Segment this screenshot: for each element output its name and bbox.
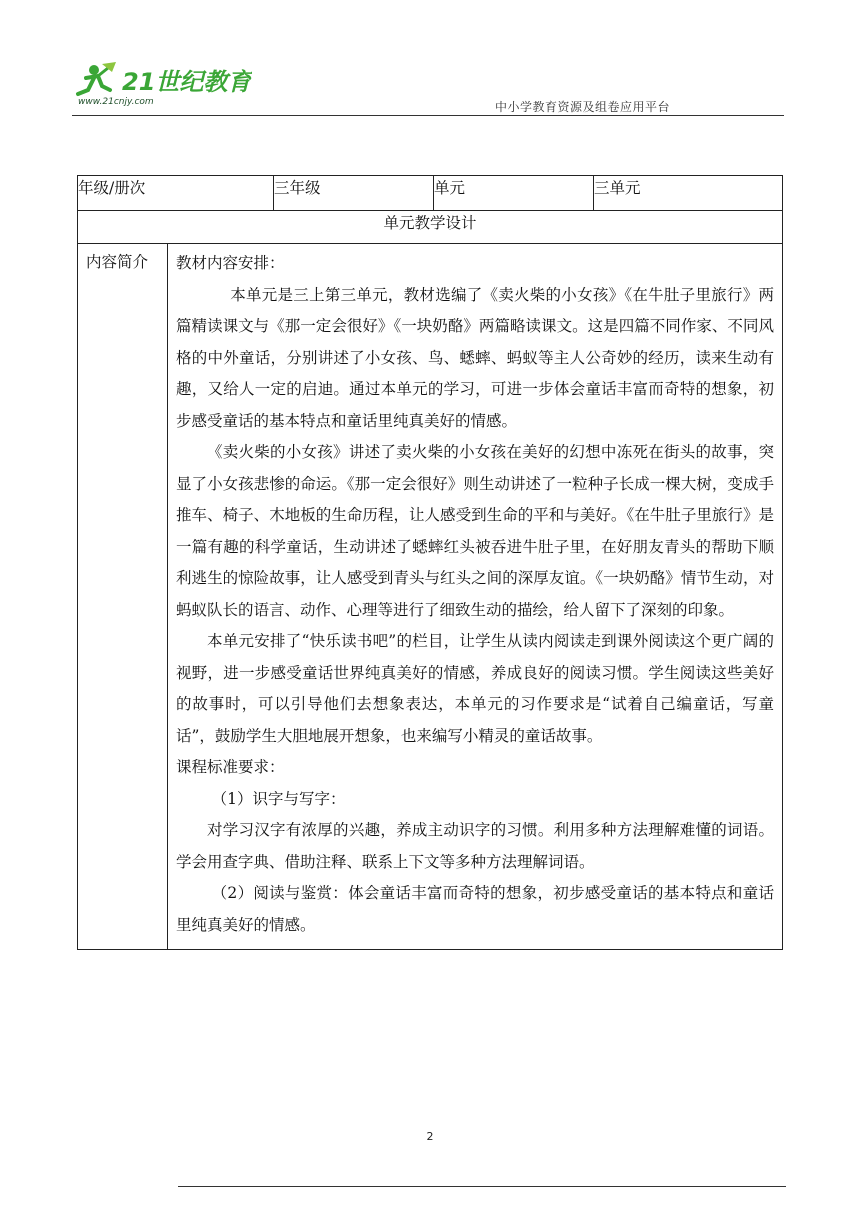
table-row — [78, 176, 783, 211]
unit-label: 单元 — [434, 176, 594, 211]
paragraph: （2）阅读与鉴赏：体会童话丰富而奇特的想象，初步感受童话的基本特点和童话里纯真美好的情感。 — [176, 884, 775, 934]
content-body — [168, 244, 783, 950]
grade-value: 三年级 — [274, 176, 434, 211]
paragraph: 本单元安排了“快乐读书吧”的栏目，让学生从读内阅读走到课外阅读这个更广阔的视野，进一步感受童话世界纯真美好的情感，养成良好的阅读习惯。学生阅读这些美好的故事时，可以引导他们去想象表达，本单元的习作要求是“试着自己编童话，写童话”，鼓励学生大胆地展开想象，也来编写小精灵的童话故事。 — [176, 632, 775, 745]
logo-url: www.21cnjy.com — [78, 97, 154, 106]
page-number: 2 — [426, 1130, 434, 1143]
table-row — [78, 211, 783, 244]
section-heading: 课程标准要求： — [176, 758, 285, 776]
table-row — [78, 244, 783, 950]
grade-label: 年级/册次 — [78, 176, 274, 211]
section-heading: 教材内容安排： — [176, 254, 285, 272]
paragraph: 对学习汉字有浓厚的兴趣，养成主动识字的习惯。利用多种方法理解难懂的词语。学会用查字典、借助注释、联系上下文等多种方法理解词语。 — [176, 821, 775, 871]
footer-divider — [178, 1186, 786, 1187]
platform-name: 中小学教育资源及组卷应用平台 — [494, 100, 670, 114]
header-divider — [72, 115, 784, 116]
content-label: 内容简介 — [78, 244, 168, 950]
paragraph: 《卖火柴的小女孩》讲述了卖火柴的小女孩在美好的幻想中冻死在街头的故事，突显了小女孩悲惨的命运。《那一定会很好》则生动讲述了一粒种子长成一棵大树，变成手推车、椅子、木地板的生命历程，让人感受到生命的平和与美好。《在牛肚子里旅行》是一篇有趣的科学童话，生动讲述了蟋蟀红头被吞进牛肚子里，在好朋友青头的帮助下顺利逃生的惊险故事，让人感受到青头与红头之间的深厚友谊。《一块奶酪》情节生动，对蚂蚁队长的语言、动作、心理等进行了细致生动的描绘，给人留下了深刻的印象。 — [176, 443, 775, 619]
site-logo — [72, 60, 252, 106]
runner-logo-icon — [72, 60, 252, 106]
unit-value: 三单元 — [594, 176, 783, 211]
logo-text: 21世纪教育 — [122, 68, 252, 96]
paragraph: 本单元是三上第三单元，教材选编了《卖火柴的小女孩》《在牛肚子里旅行》两篇精读课文与《那一定会很好》《一块奶酪》两篇略读课文。这是四篇不同作家、不同风格的中外童话，分别讲述了小女孩、鸟、蟋蟀、蚂蚁等主人公奇妙的经历，读来生动有趣，又给人一定的启迪。通过本单元的学习，可进一步体会童话丰富而奇特的想象，初步感受童话的基本特点和童话里纯真美好的情感。 — [176, 285, 775, 430]
table-title: 单元教学设计 — [78, 211, 783, 244]
unit-plan-table — [77, 175, 783, 950]
subheading: （1）识字与写字： — [211, 789, 346, 808]
